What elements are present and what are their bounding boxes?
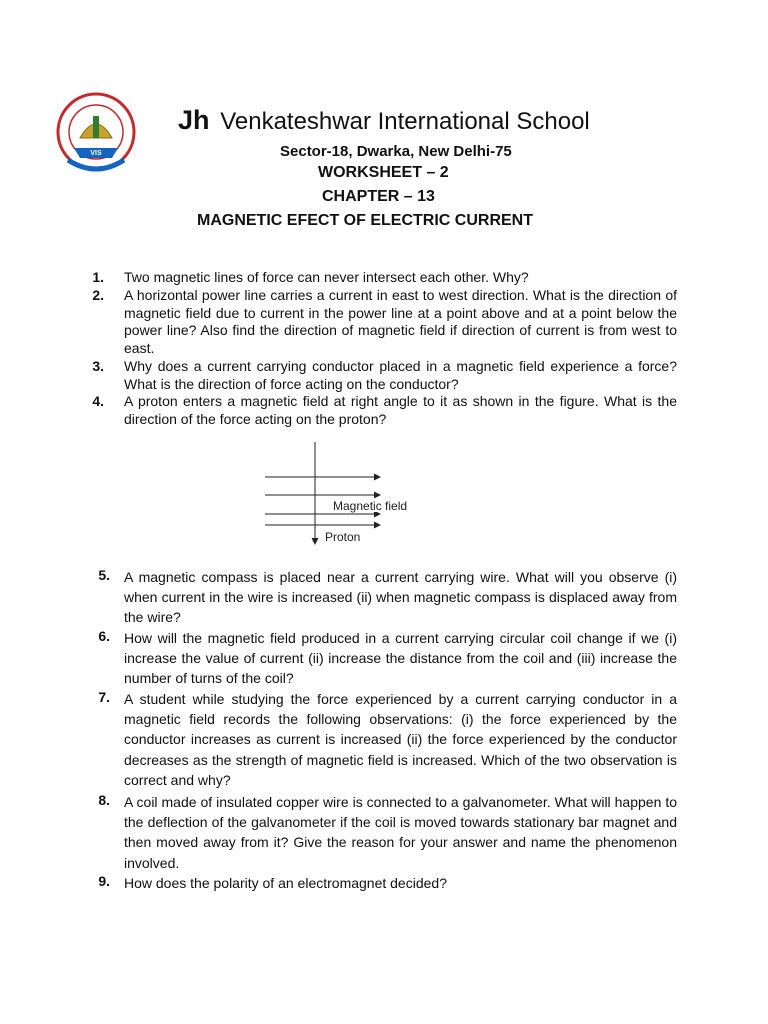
question-text: How will the magnetic field produced in a current carrying circular coil change if we (i) increase the value of current (ii) increase the distance from the coil and (iii) increase the number of turns of the coil? — [124, 630, 677, 687]
question-text: How does the polarity of an electromagnet decided? — [124, 875, 447, 891]
school-logo — [50, 88, 150, 184]
question-text: A student while studying the force experienced by a current carrying conductor in a magnetic field records the following observations: (i) the force experienced by the conductor increases as current is increased (ii) the force experienced by the conductor decreases as the strength of magnetic field is increased. Which of the two observation is correct and why? — [124, 691, 677, 788]
svg-text:VIS: VIS — [90, 150, 102, 157]
question-text: A magnetic compass is placed near a current carrying wire. What will you observe (i) when current in the wire is increased (ii) when magnetic compass is displaced away from the wire? — [124, 569, 677, 626]
worksheet-label: WORKSHEET – 2 — [318, 164, 449, 181]
chapter-label: CHAPTER – 13 — [322, 188, 435, 205]
question-number: 4. — [92, 393, 104, 409]
question-number: 3. — [92, 358, 104, 374]
school-title-mark: Jh — [178, 105, 210, 135]
question-number: 6. — [98, 628, 110, 644]
field-label: Magnetic field — [333, 499, 408, 513]
question-number: 9. — [98, 873, 110, 889]
question-number: 8. — [98, 792, 110, 808]
topic-heading: MAGNETIC EFECT OF ELECTRIC CURRENT — [197, 212, 533, 229]
proton-field-figure — [260, 440, 440, 552]
question-text: Why does a current carrying conductor placed in a magnetic field experience a force? What is the direction of force acting on the conductor? — [124, 358, 677, 392]
question-text: A horizontal power line carries a current in east to west direction. What is the direction of magnetic field due to current in the power line at a point above and at a point below the power line? Also find the direction of magnetic field if direction of current is from west to east. — [124, 287, 677, 356]
question-number: 1. — [92, 269, 104, 285]
school-address: Sector-18, Dwarka, New Delhi-75 — [280, 143, 512, 160]
question-number: 5. — [98, 567, 110, 583]
question-text: Two magnetic lines of force can never intersect each other. Why? — [124, 269, 529, 285]
question-text: A coil made of insulated copper wire is connected to a galvanometer. What will happen to the deflection of the galvanometer if the coil is moved towards stationary bar magnet and then moved away from it? Give the reason for your answer and name the phenomenon involved. — [124, 794, 677, 871]
question-number: 7. — [98, 689, 110, 705]
proton-label: Proton — [325, 530, 361, 544]
question-text: A proton enters a magnetic field at right angle to it as shown in the figure. What is the direction of the force acting on the proton? — [124, 393, 677, 427]
school-name: Venkateshwar International School — [220, 108, 590, 135]
school-title — [178, 105, 648, 136]
question-number: 2. — [92, 287, 104, 303]
